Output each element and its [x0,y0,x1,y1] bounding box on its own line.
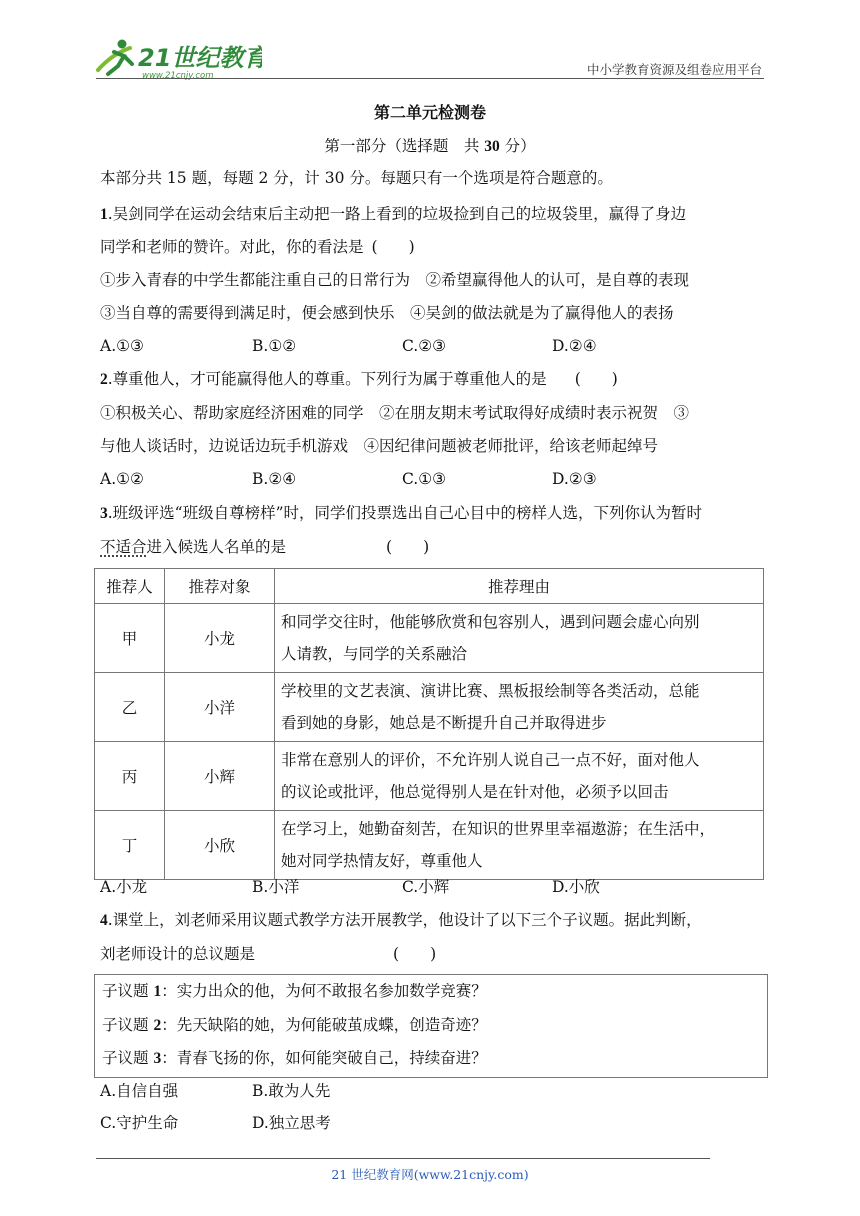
section-title [0,134,860,156]
q4-option-d[interactable]: D.独立思考 [252,1114,331,1132]
q2-option-d[interactable]: D.②③ [552,470,597,488]
q1-statement-2: ③当自尊的需要得到满足时，便会感到快乐 ④吴剑的做法就是为了赢得他人的表扬 [100,304,674,322]
page-title: 第二单元检测卷 [373,103,486,122]
reason-line: 的议论或批评，他总觉得别人是在针对他，必须予以回击 [281,783,669,801]
reason [275,604,764,673]
header-divider [96,78,764,79]
q2-option-c[interactable]: C.①③ [402,470,447,488]
subtopic-text: ：先天缺陷的她，为何能破茧成蝶，创造奇迹？ [161,1016,487,1034]
logo-url: www.21cnjy.com [142,71,214,81]
subtopic-box [94,974,768,1078]
q1-option-d[interactable]: D.②④ [552,337,597,355]
q1-text-2: 同学和老师的赞许。对此，你的看法是 [100,238,364,256]
q3-text-1: .班级评选“班级自尊榜样”时，同学们投票选出自己心目中的榜样人选，下列你认为暂时 [107,504,703,522]
reason [275,673,764,742]
logo-text: 21世纪教育 [138,44,262,72]
q3-stem-line1 [100,503,770,524]
q3-option-b[interactable]: B.小洋 [252,878,300,896]
q3-option-c[interactable]: C.小辉 [402,878,450,896]
subtopic-text: ：实力出众的他，为何不敢报名参加数学竞赛？ [161,982,487,1000]
table-row [95,604,764,673]
reason-line: 和同学交往时，他能够欣赏和包容别人，遇到问题会虚心向别 [281,613,700,631]
q1-option-a[interactable]: A.①③ [100,337,144,355]
q1-statement-1: ①步入青春的中学生都能注重自己的日常行为 ②希望赢得他人的认可，是自尊的表现 [100,271,690,289]
q1-option-c[interactable]: C.②③ [402,337,447,355]
instruction: 本部分共 15 题，每题 2 分，计 30 分。每题只有一个选项是符合题意的。 [100,169,613,187]
q2-statement-1: ①积极关心、帮助家庭经济困难的同学 ②在朋友期末考试取得好成绩时表示祝贺 ③ [100,404,690,422]
table-row [95,742,764,811]
q4-option-a[interactable]: A.自信自强 [100,1082,179,1100]
table-row [95,811,764,880]
subtopic-label: 子议题 [102,1049,154,1067]
q4-stem-line1 [100,910,770,931]
q4-stem-line2 [100,944,770,964]
q3-stem-line2 [100,537,770,557]
section-post: 分） [499,137,536,155]
footer-divider [96,1158,710,1159]
candidate: 小洋 [165,673,275,742]
q3-number: 3 [100,505,108,522]
q2-option-a[interactable]: A.①② [100,470,144,488]
reason [275,742,764,811]
q1-stem-line2 [100,237,770,257]
subtopic-1 [102,979,487,1001]
recommender: 丁 [95,811,165,880]
q4-answer-blank: ( ) [393,945,437,963]
reason-line: 在学习上，她勤奋刻苦，在知识的世界里幸福遨游；在生活中， [281,820,716,838]
reason-line: 人请教，与同学的关系融洽 [281,645,468,663]
q1-number: 1 [100,206,108,223]
q1-answer-blank: ( ) [371,238,415,256]
q2-number: 2 [100,371,108,388]
q4-option-c[interactable]: C.守护生命 [100,1114,179,1132]
platform-name: 中小学教育资源及组卷应用平台 [586,62,762,77]
q4-text-2: 刘老师设计的总议题是 [100,945,256,963]
reason-line: 学校里的文艺表演、演讲比赛、黑板报绘制等各类活动，总能 [281,682,700,700]
q2-stem [100,369,770,390]
subtopic-number: 3 [153,1050,162,1067]
q2-statement-2: 与他人谈话时，边说话边玩手机游戏 ④因纪律问题被老师批评，给该老师起绰号 [100,437,659,455]
table-row [95,673,764,742]
q2-text: .尊重他人，才可能赢得他人的尊重。下列行为属于尊重他人的是 [107,370,547,388]
subtopic-label: 子议题 [102,1016,154,1034]
candidate: 小辉 [165,742,275,811]
q2-answer-blank: ( ) [574,370,618,388]
q4-number: 4 [100,912,108,929]
section-pre: 第一部分（选择题 共 [324,137,485,155]
q4-option-b[interactable]: B.敢为人先 [252,1082,331,1100]
subtopic-text: ：青春飞扬的你，如何能突破自己，持续奋进？ [161,1049,487,1067]
q3-option-a[interactable]: A.小龙 [100,878,148,896]
recommender: 乙 [95,673,165,742]
candidate: 小龙 [165,604,275,673]
subtopic-number: 2 [153,1017,162,1034]
q4-text-1: .课堂上，刘老师采用议题式教学方法开展教学，他设计了以下三个子议题。据此判断， [107,911,702,929]
q3-text-2: 进入候选人名单的是 [146,538,287,556]
q3-answer-blank: ( ) [386,538,430,556]
q1-text-1: .吴剑同学在运动会结束后主动把一路上看到的垃圾捡到自己的垃圾袋里，赢得了身边 [107,205,687,223]
q3-option-d[interactable]: D.小欣 [552,878,600,896]
reason [275,811,764,880]
table-header: 推荐理由 [275,569,764,604]
reason-line: 看到她的身影，她总是不断提升自己并取得进步 [281,714,607,732]
section-score: 30 [484,138,500,155]
q1-option-b[interactable]: B.①② [252,337,297,355]
reason-line: 她对同学热情友好，尊重他人 [281,852,483,870]
recommender: 甲 [95,604,165,673]
table-header: 推荐对象 [165,569,275,604]
footer-link[interactable]: 21 世纪教育网(www.21cnjy.com) [331,1167,529,1182]
subtopic-label: 子议题 [102,982,154,1000]
reason-line: 非常在意别人的评价，不允许别人说自己一点不好，面对他人 [281,751,700,769]
q1-stem-line1 [100,204,770,225]
site-logo [92,34,262,84]
q3-emphasis: 不适合 [100,538,147,556]
table-header-row [95,569,764,604]
q2-option-b[interactable]: B.②④ [252,470,297,488]
table-header: 推荐人 [95,569,165,604]
recommendation-table [94,568,764,880]
candidate: 小欣 [165,811,275,880]
subtopic-3 [102,1046,487,1068]
subtopic-2 [102,1013,487,1035]
subtopic-number: 1 [153,983,162,1000]
recommender: 丙 [95,742,165,811]
